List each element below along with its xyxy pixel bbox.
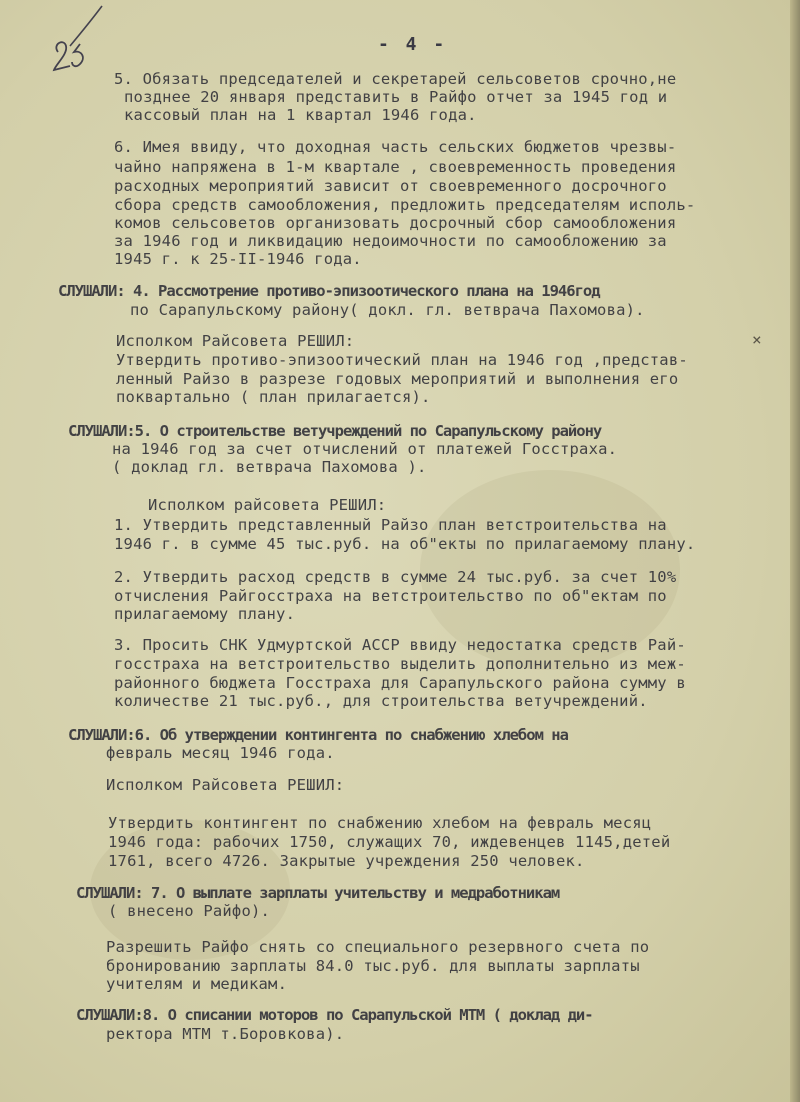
heard-item-6: СЛУШАЛИ:6. Об утверждении контингента по снабжению хлебом на — [68, 726, 568, 744]
text-line: на 1946 год за счет отчислений от платежей Госстраха. — [112, 440, 618, 458]
heard-item-5: СЛУШАЛИ:5. О строительстве ветучреждений по Сарапульскому району — [68, 422, 602, 440]
text-line: ленный Райзо в разрезе годовых мероприятий и выполнения его — [116, 370, 679, 388]
text-line: бронированию зарплаты 84.0 тыс.руб. для выплаты зарплаты — [106, 957, 640, 975]
text-line: кассовый план на 1 квартал 1946 года. — [124, 106, 477, 124]
text-line: расходных мероприятий зависит от своевременного досрочного — [114, 177, 667, 195]
heard-item-8: СЛУШАЛИ:8. О списании моторов по Сарапульской МТМ ( доклад ди- — [76, 1006, 593, 1024]
heard-item-7: СЛУШАЛИ: 7. О выплате зарплаты учительству и медработникам — [76, 884, 560, 902]
decision-heading: Исполком Райсовета РЕШИЛ: — [116, 332, 355, 350]
page-number: - 4 - — [378, 34, 448, 55]
text-line: по Сарапульскому району( докл. гл. ветврача Пахомова). — [130, 301, 645, 319]
text-line: поквартально ( план прилагается). — [116, 388, 431, 406]
text-line: 1. Утвердить представленный Райзо план ветстроительства на — [114, 516, 667, 534]
text-line: Разрешить Райфо снять со специального резервного счета по — [106, 938, 650, 956]
text-line: за 1946 год и ликвидацию недоимочности по самообложению за — [114, 232, 667, 250]
text-line: сбора средств самообложения, предложить председателям исполь- — [114, 196, 696, 214]
text-line: февраль месяц 1946 года. — [106, 744, 335, 762]
text-line: позднее 20 января представить в Райфо отчет за 1945 год и — [124, 88, 668, 106]
text-line: ( доклад гл. ветврача Пахомова ). — [112, 458, 427, 476]
text-line: 2. Утвердить расход средств в сумме 24 тыс.руб. за счет 10% — [114, 568, 677, 586]
text-line: 1946 г. в сумме 45 тыс.руб. на об"екты по прилагаемому плану. — [114, 535, 696, 553]
heard-item-4: СЛУШАЛИ: 4. Рассмотрение противо-эпизоотического плана на 1946год — [58, 282, 600, 300]
pencil-mark: × — [752, 330, 762, 349]
text-line: учителям и медикам. — [106, 975, 288, 993]
decision-heading: Исполком Райсовета РЕШИЛ: — [106, 776, 345, 794]
page-edge — [790, 0, 800, 1102]
text-line: Утвердить контингент по снабжению хлебом на февраль месяц — [108, 814, 652, 832]
text-line: комов сельсоветов организовать досрочный сбор самообложения — [114, 214, 677, 232]
text-line: 6. Имея ввиду, что доходная часть сельских бюджетов чрезвы- — [114, 138, 677, 156]
text-line: Утвердить противо-эпизоотический план на 1946 год ,представ- — [116, 351, 688, 369]
text-line: 3. Просить СНК Удмуртской АССР ввиду недостатка средств Рай- — [114, 636, 686, 654]
text-line: 1945 г. к 25-II-1946 года. — [114, 250, 362, 268]
text-line: 1761, всего 4726. Закрытые учреждения 250 человек. — [108, 852, 585, 870]
text-line: ректора МТМ т.Боровкова). — [106, 1025, 345, 1043]
text-line: ( внесено Райфо). — [108, 902, 271, 920]
text-line: отчисления Райгосстраха на ветстроительство по об"ектам по — [114, 587, 667, 605]
text-line: госстраха на ветстроительство выделить дополнительно из меж- — [114, 655, 686, 673]
text-line: районного бюджета Госстраха для Сарапульского района сумму в — [114, 674, 686, 692]
decision-heading: Исполком райсовета РЕШИЛ: — [148, 496, 387, 514]
text-line: чайно напряжена в 1-м квартале , своевременность проведения — [114, 158, 677, 176]
handwritten-signature-mark — [40, 4, 110, 94]
text-line: 1946 года: рабочих 1750, служащих 70, иждевенцев 1145,детей — [108, 833, 671, 851]
text-line: количестве 21 тыс.руб., для строительства ветучреждений. — [114, 692, 648, 710]
text-line: 5. Обязать председателей и секретарей сельсоветов срочно,не — [114, 70, 677, 88]
text-line: прилагаемому плану. — [114, 605, 296, 623]
